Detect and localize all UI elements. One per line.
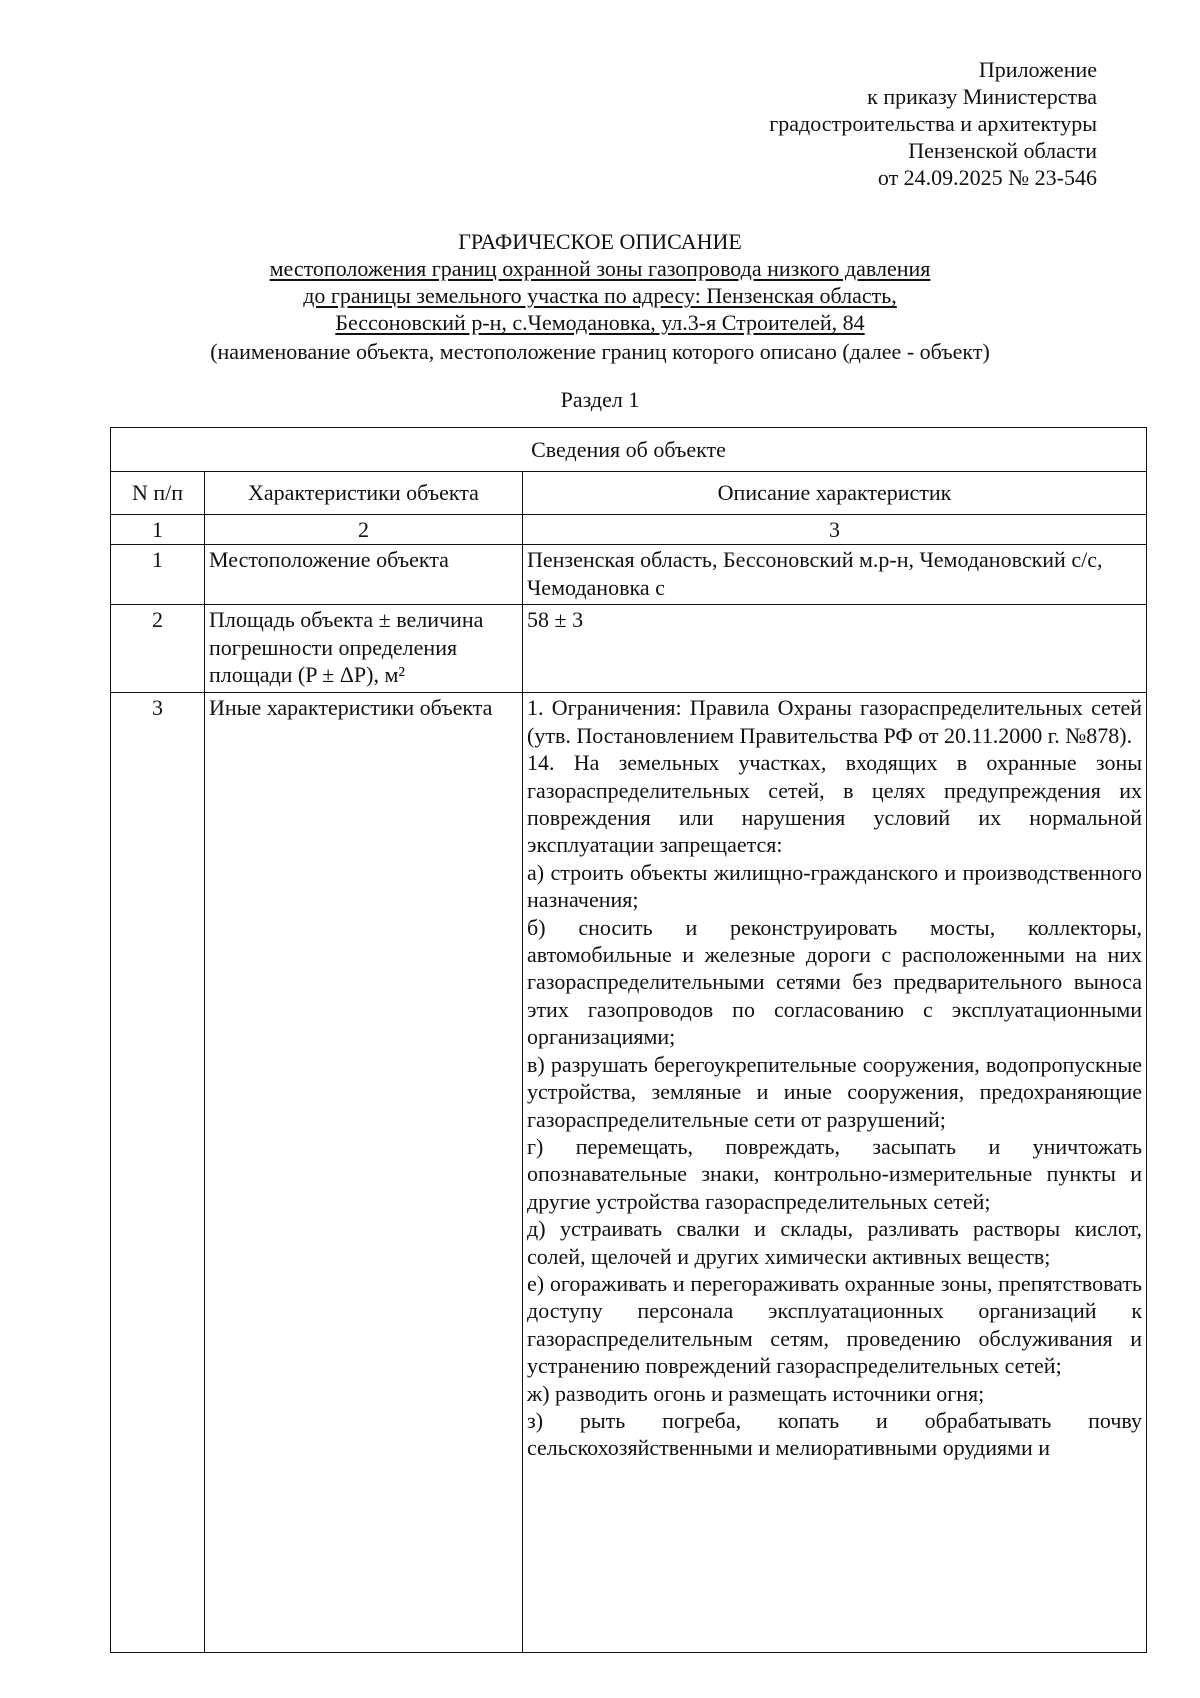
table-header-row <box>111 472 1147 515</box>
appendix-line: к приказу Министерства <box>867 84 1097 109</box>
row-number: 3 <box>111 693 205 1653</box>
object-name-line: Бессоновский р-н, с.Чемодановка, ул.3-я Строителей, 84 <box>335 310 865 335</box>
object-name-note: (наименование объекта, местоположение границ которого описано (далее - объект) <box>210 339 990 364</box>
row-description: Пензенская область, Бессоновский м.р-н, Чемодановский с/с, Чемодановка с <box>523 545 1147 605</box>
table-caption: Сведения об объекте <box>111 428 1147 472</box>
column-number: 1 <box>111 515 205 545</box>
row-characteristic: Иные характеристики объекта <box>205 693 523 1653</box>
row-number: 1 <box>111 545 205 605</box>
table-caption-row <box>111 428 1147 472</box>
table-row <box>111 693 1147 1653</box>
restriction-paragraph: в) разрушать берегоукрепительные сооружения, водопропускные устройства, земляные и иные сооружения, предохраняющие газораспределительные сети от разрушений; <box>527 1051 1143 1132</box>
table-row <box>111 605 1147 693</box>
appendix-line: градостроительства и архитектуры <box>769 111 1097 136</box>
header-characteristic: Характеристики объекта <box>205 472 523 515</box>
column-number: 3 <box>523 515 1147 545</box>
restriction-paragraph: 14. На земельных участках, входящих в охранные зоны газораспределительных сетей, в целях предупреждения их повреждения или нарушения условий их нормальной эксплуатации запрещается: <box>527 750 1143 858</box>
document-title: ГРАФИЧЕСКОЕ ОПИСАНИЕ <box>458 229 742 254</box>
restriction-paragraph: 1. Ограничения: Правила Охраны газораспределительных сетей (утв. Постановлением Правительства РФ от 20.11.2000 г. №878). <box>527 695 1143 748</box>
restriction-paragraph: з) рыть погреба, копать и обрабатывать почву сельскохозяйственными и мелиоративными орудиями и <box>527 1407 1143 1461</box>
restriction-paragraph: б) сносить и реконструировать мосты, коллекторы, автомобильные и железные дороги с расположенными на них газораспределительными сетями без предварительного выноса этих газопроводов по согласованию с эксплуатационными организациями; <box>527 914 1143 1050</box>
row-description: 58 ± 3 <box>523 605 1147 693</box>
restriction-paragraph: г) перемещать, повреждать, засыпать и уничтожать опознавательные знаки, контрольно-измерительные пункты и другие устройства газораспределительных сетей; <box>527 1133 1143 1214</box>
header-num: N п/п <box>111 472 205 515</box>
object-name-line: местоположения границ охранной зоны газопровода низкого давления <box>269 256 931 281</box>
object-name-line: до границы земельного участка по адресу: Пензенская область, <box>303 283 897 308</box>
appendix-line: Приложение <box>978 57 1097 82</box>
object-info-table <box>110 427 1147 1653</box>
appendix-date-number: от 24.09.2025 № 23-546 <box>877 165 1097 190</box>
row-characteristic: Местоположение объекта <box>205 545 523 605</box>
row-number: 2 <box>111 605 205 693</box>
appendix-reference <box>769 56 1097 191</box>
restriction-paragraph: а) строить объекты жилищно-гражданского и производственного назначения; <box>527 859 1143 913</box>
column-number: 2 <box>205 515 523 545</box>
row-characteristic: Площадь объекта ± величина погрешности определения площади (P ± ΔP), м² <box>205 605 523 693</box>
restriction-paragraph: д) устраивать свалки и склады, разливать растворы кислот, солей, щелочей и других химически активных веществ; <box>527 1216 1143 1269</box>
column-number-row <box>111 515 1147 545</box>
header-description: Описание характеристик <box>523 472 1147 515</box>
section-label: Раздел 1 <box>560 387 640 412</box>
restriction-paragraph: е) огораживать и перегораживать охранные зоны, препятствовать доступу персонала эксплуатационных организаций к газораспределительным сетям, проведению обслуживания и устранению повреждений газораспределительных сетей; <box>527 1270 1143 1379</box>
appendix-line: Пензенской области <box>908 138 1097 163</box>
table-row <box>111 545 1147 605</box>
restriction-paragraph: ж) разводить огонь и размещать источники огня; <box>527 1380 985 1406</box>
document-heading <box>100 228 1100 365</box>
row-description-other <box>523 693 1147 1653</box>
